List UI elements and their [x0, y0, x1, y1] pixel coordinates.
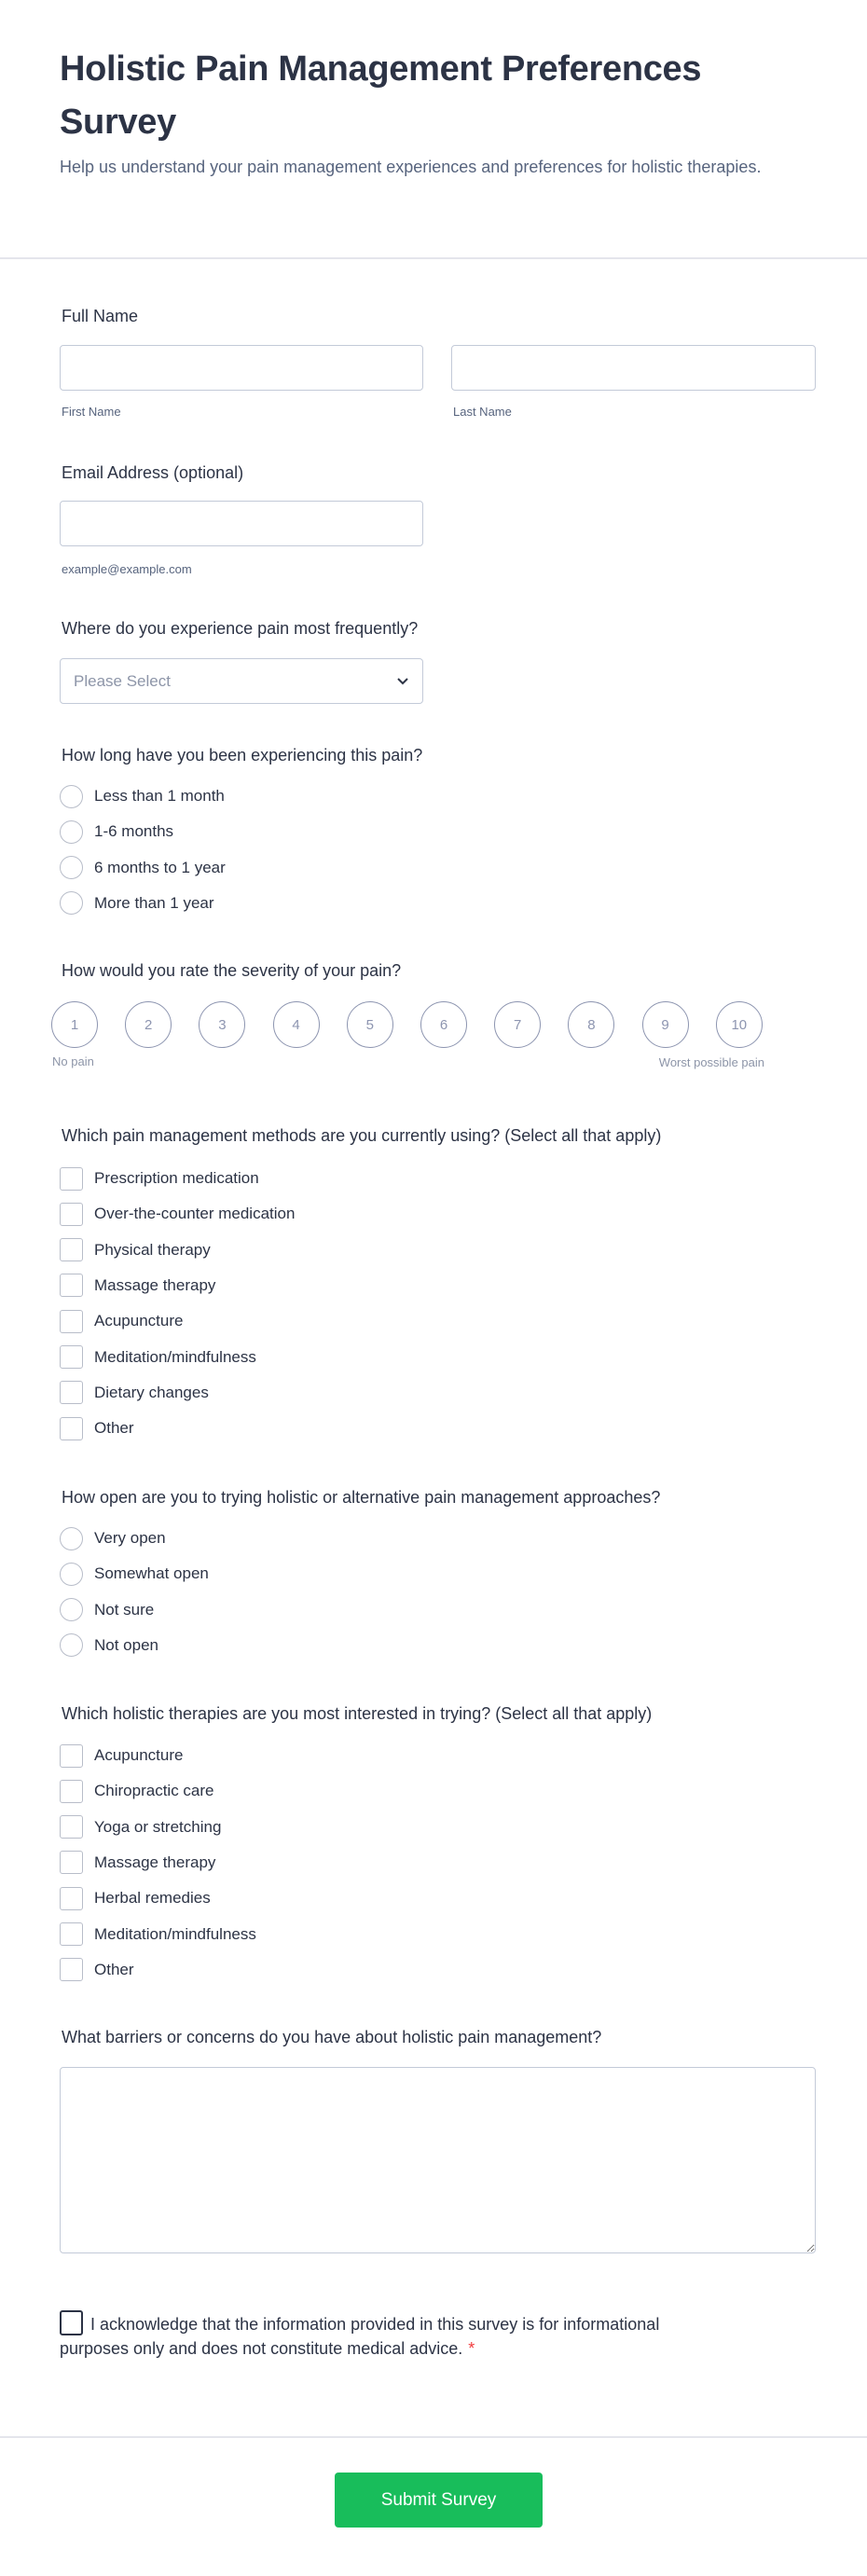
- radio-button[interactable]: [60, 1527, 83, 1550]
- option-label: Not sure: [94, 1600, 155, 1619]
- therapies-option[interactable]: [60, 1922, 256, 1947]
- checkbox[interactable]: [60, 1381, 83, 1404]
- page-subtitle: Help us understand your pain management experiences and preferences for holistic therapies.: [60, 158, 762, 176]
- therapies-label: Which holistic therapies are you most interested in trying? (Select all that apply): [62, 1704, 653, 1723]
- therapies-option[interactable]: [60, 1886, 211, 1910]
- methods-option[interactable]: [60, 1381, 209, 1405]
- methods-option[interactable]: [60, 1416, 134, 1440]
- radio-button[interactable]: [60, 820, 83, 844]
- checkbox[interactable]: [60, 1203, 83, 1226]
- radio-button[interactable]: [60, 856, 83, 879]
- full-name-label: Full Name: [62, 307, 139, 325]
- therapies-option[interactable]: [60, 1743, 183, 1768]
- checkbox[interactable]: [60, 1310, 83, 1333]
- barriers-label: What barriers or concerns do you have about holistic pain management?: [62, 2028, 602, 2046]
- pain-location-select[interactable]: [60, 658, 423, 704]
- severity-option-7[interactable]: 7: [494, 1001, 541, 1048]
- option-label: Yoga or stretching: [94, 1817, 222, 1836]
- email-input[interactable]: [60, 501, 423, 546]
- therapies-option[interactable]: [60, 1851, 215, 1875]
- option-label: Chiropractic care: [94, 1782, 214, 1800]
- form-header: [60, 43, 805, 181]
- option-label: Meditation/mindfulness: [94, 1347, 256, 1366]
- option-label: More than 1 year: [94, 893, 214, 912]
- openness-label: How open are you to trying holistic or alternative pain management approaches?: [62, 1488, 661, 1507]
- option-label: Herbal remedies: [94, 1889, 211, 1908]
- email-sublabel: example@example.com: [62, 562, 192, 576]
- openness-option[interactable]: [60, 1526, 166, 1550]
- openness-option[interactable]: [60, 1562, 209, 1586]
- methods-option[interactable]: [60, 1202, 295, 1226]
- checkbox[interactable]: [60, 1744, 83, 1768]
- checkbox[interactable]: [60, 1887, 83, 1910]
- duration-option[interactable]: [60, 820, 173, 844]
- option-label: Less than 1 month: [94, 787, 225, 805]
- option-label: Acupuncture: [94, 1312, 184, 1330]
- therapies-option[interactable]: [60, 1958, 134, 1982]
- checkbox[interactable]: [60, 1417, 83, 1440]
- checkbox[interactable]: [60, 1958, 83, 1981]
- therapies-option[interactable]: [60, 1815, 221, 1839]
- select-placeholder: Please Select: [74, 671, 171, 690]
- submit-button[interactable]: Submit Survey: [335, 2473, 543, 2528]
- option-label: Prescription medication: [94, 1169, 259, 1187]
- email-label: Email Address (optional): [62, 463, 244, 482]
- severity-option-8[interactable]: 8: [568, 1001, 614, 1048]
- acknowledgement-text: I acknowledge that the information provided in this survey is for informational purposes only and does not constitute medical advice.: [60, 2315, 660, 2358]
- pain-location-label: Where do you experience pain most frequently?: [62, 619, 419, 638]
- option-label: Massage therapy: [94, 1275, 216, 1294]
- radio-button[interactable]: [60, 891, 83, 915]
- page-title: Holistic Pain Management Preferences Survey: [60, 49, 702, 142]
- checkbox[interactable]: [60, 1274, 83, 1297]
- severity-option-9[interactable]: 9: [642, 1001, 689, 1048]
- duration-option[interactable]: [60, 856, 226, 880]
- radio-button[interactable]: [60, 1598, 83, 1621]
- methods-option[interactable]: [60, 1238, 211, 1262]
- last-name-sublabel: Last Name: [453, 405, 512, 419]
- option-label: Over-the-counter medication: [94, 1205, 296, 1223]
- option-label: Not open: [94, 1635, 158, 1654]
- option-label: Massage therapy: [94, 1853, 216, 1871]
- option-label: Physical therapy: [94, 1240, 211, 1259]
- option-label: Meditation/mindfulness: [94, 1924, 256, 1943]
- radio-button[interactable]: [60, 1563, 83, 1586]
- scale-max-label: Worst possible pain: [658, 1055, 764, 1069]
- duration-option[interactable]: [60, 891, 214, 916]
- last-name-input[interactable]: [451, 345, 816, 391]
- checkbox[interactable]: [60, 1922, 83, 1946]
- severity-option-3[interactable]: 3: [199, 1001, 245, 1048]
- pain-severity-label: How would you rate the severity of your pain?: [62, 961, 402, 980]
- severity-option-5[interactable]: 5: [347, 1001, 393, 1048]
- option-label: 1-6 months: [94, 822, 174, 841]
- openness-option[interactable]: [60, 1633, 158, 1658]
- checkbox[interactable]: [60, 1780, 83, 1803]
- current-methods-label: Which pain management methods are you currently using? (Select all that apply): [62, 1126, 662, 1145]
- footer-divider: [0, 2436, 867, 2438]
- option-label: Acupuncture: [94, 1746, 184, 1764]
- openness-option[interactable]: [60, 1598, 154, 1622]
- chevron-down-icon: [396, 677, 409, 686]
- severity-option-4[interactable]: 4: [273, 1001, 320, 1048]
- checkbox[interactable]: [60, 1815, 83, 1839]
- therapies-option[interactable]: [60, 1779, 214, 1803]
- radio-button[interactable]: [60, 785, 83, 808]
- checkbox[interactable]: [60, 1345, 83, 1369]
- option-label: Very open: [94, 1529, 166, 1547]
- radio-button[interactable]: [60, 1633, 83, 1657]
- required-mark: *: [468, 2339, 475, 2358]
- option-label: Other: [94, 1960, 134, 1978]
- checkbox[interactable]: [60, 1167, 83, 1191]
- header-divider: [0, 257, 867, 259]
- first-name-input[interactable]: [60, 345, 423, 391]
- severity-option-6[interactable]: 6: [420, 1001, 467, 1048]
- scale-min-label: No pain: [52, 1054, 94, 1068]
- acknowledgement-checkbox[interactable]: [60, 2310, 83, 2335]
- methods-option[interactable]: [60, 1274, 215, 1298]
- methods-option[interactable]: [60, 1166, 259, 1191]
- methods-option[interactable]: [60, 1309, 183, 1333]
- checkbox[interactable]: [60, 1238, 83, 1261]
- duration-option[interactable]: [60, 784, 225, 808]
- severity-option-10[interactable]: 10: [716, 1001, 763, 1048]
- option-label: Other: [94, 1419, 134, 1438]
- severity-option-1[interactable]: 1: [51, 1001, 98, 1048]
- option-label: 6 months to 1 year: [94, 858, 226, 876]
- option-label: Somewhat open: [94, 1564, 209, 1583]
- first-name-sublabel: First Name: [62, 405, 121, 419]
- barriers-textarea[interactable]: [60, 2067, 816, 2253]
- severity-option-2[interactable]: 2: [125, 1001, 172, 1048]
- methods-option[interactable]: [60, 1345, 256, 1370]
- pain-duration-label: How long have you been experiencing this pain?: [62, 746, 423, 765]
- option-label: Dietary changes: [94, 1383, 209, 1401]
- checkbox[interactable]: [60, 1851, 83, 1874]
- acknowledgement: [60, 2310, 712, 2361]
